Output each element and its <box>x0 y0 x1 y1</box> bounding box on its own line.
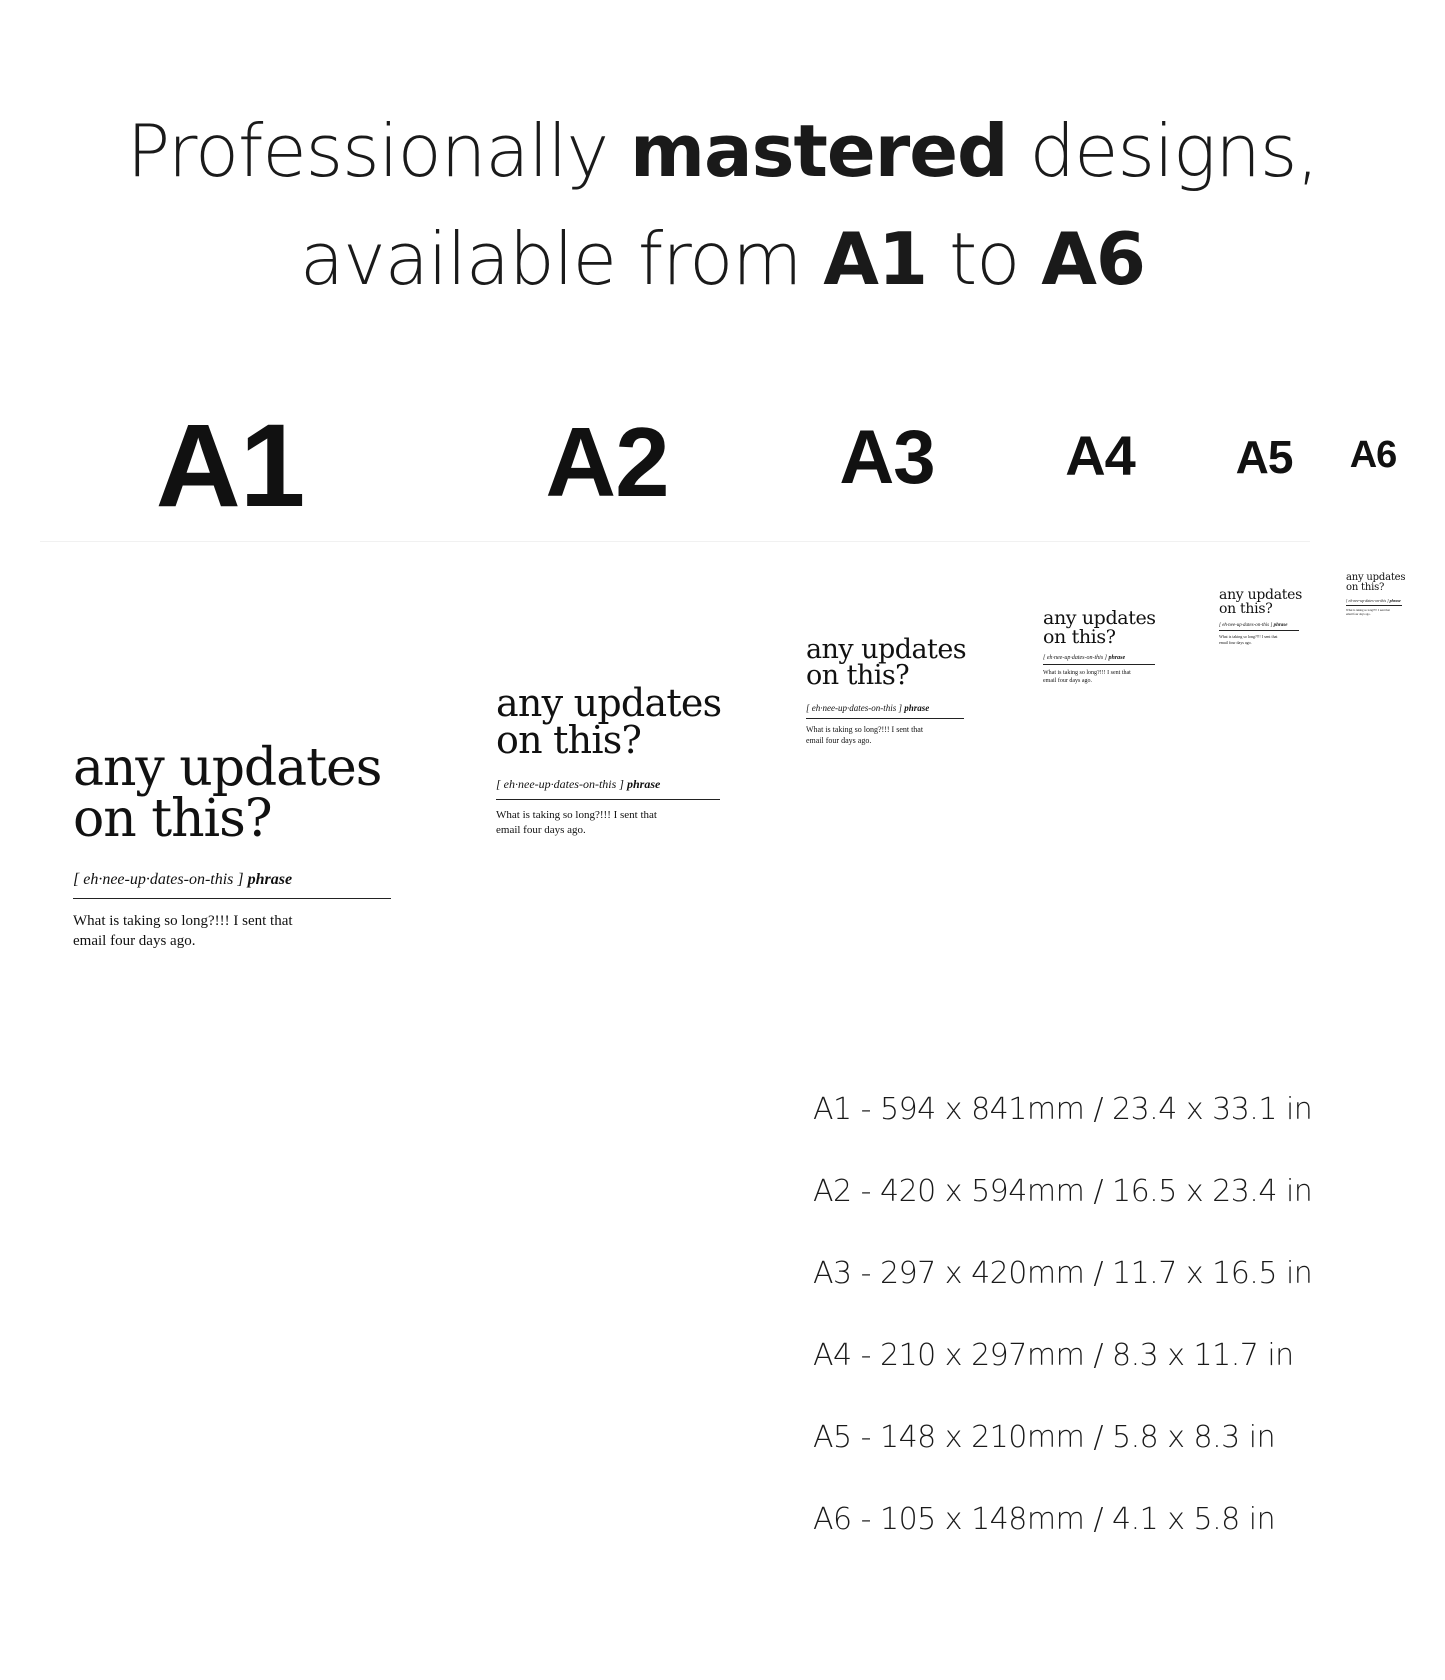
poster-title-line: on this? <box>1043 625 1116 648</box>
poster-rule <box>73 898 391 899</box>
headline-bold: mastered <box>629 109 1008 193</box>
size-spec-a2: A2 - 420 x 594mm / 16.5 x 23.4 in <box>813 1174 1313 1209</box>
poster-title-line: any updates <box>496 681 722 725</box>
headline-text: designs, <box>1007 109 1319 193</box>
poster-description <box>73 911 391 951</box>
poster-pronunciation <box>1346 598 1405 603</box>
part-of-speech: phrase <box>1389 597 1401 603</box>
pronunciation-text: [ eh·nee-up·dates-on-this ] <box>1346 597 1389 603</box>
part-of-speech: phrase <box>247 870 293 888</box>
size-spec-a4: A4 - 210 x 297mm / 8.3 x 11.7 in <box>813 1338 1294 1373</box>
poster-pronunciation <box>496 777 721 792</box>
poster-description-line: email four days ago. <box>496 824 586 837</box>
poster-preview-a5 <box>1219 589 1302 646</box>
poster-description-line: What is taking so long?!!! I sent that <box>496 809 657 822</box>
poster-rule <box>806 718 964 719</box>
headline-bold: A6 <box>1041 217 1146 301</box>
poster-rule <box>1043 664 1155 665</box>
poster-title-line: any updates <box>806 634 967 665</box>
size-spec-a3: A3 - 297 x 420mm / 11.7 x 16.5 in <box>813 1256 1313 1291</box>
pronunciation-text: [ eh·nee-up·dates-on-this ] <box>1219 623 1273 629</box>
poster-description-line: What is taking so long?!!! I sent that <box>1346 607 1390 612</box>
headline-text: available from <box>299 217 824 301</box>
poster-description-line: email four days ago. <box>806 735 872 745</box>
poster-description <box>1043 669 1156 685</box>
poster-title-line: any updates <box>1043 607 1156 629</box>
poster-title <box>806 634 967 692</box>
pronunciation-text: [ eh·nee-up·dates-on-this ] <box>806 702 902 713</box>
poster-title <box>1043 609 1156 646</box>
poster-title-line: any updates <box>1219 587 1303 603</box>
poster-title-line: any updates <box>73 738 382 798</box>
size-label-a2: A2 <box>545 407 669 517</box>
size-label-a4: A4 <box>1065 424 1135 487</box>
poster-title <box>73 738 391 849</box>
poster-title-line: on this? <box>1219 600 1273 617</box>
poster-description <box>496 808 721 838</box>
part-of-speech: phrase <box>626 777 661 792</box>
poster-rule <box>1346 605 1402 606</box>
size-label-a6: A6 <box>1349 434 1397 476</box>
poster-description-line: What is taking so long?!!! I sent that <box>806 724 924 734</box>
pronunciation-text: [ eh·nee-up·dates-on-this ] <box>496 777 624 792</box>
poster-title-line: any updates <box>1346 572 1406 583</box>
poster-title-line: on this? <box>496 718 642 763</box>
poster-description-line: What is taking so long?!!! I sent that <box>1219 634 1278 640</box>
poster-description <box>1219 634 1302 646</box>
poster-preview-a1 <box>73 738 391 951</box>
poster-title <box>496 681 722 763</box>
poster-title-line: on this? <box>1346 581 1385 593</box>
pronunciation-text: [ eh·nee-up·dates-on-this ] <box>73 870 244 888</box>
size-label-a5: A5 <box>1235 431 1293 483</box>
size-spec-a5: A5 - 148 x 210mm / 5.8 x 8.3 in <box>813 1420 1276 1455</box>
poster-description <box>806 724 966 746</box>
headline-line-2 <box>0 205 1445 313</box>
poster-preview-a2 <box>496 681 722 838</box>
poster-description-line: email four days ago. <box>73 932 196 949</box>
part-of-speech: phrase <box>1273 623 1288 629</box>
poster-rule <box>1219 630 1299 631</box>
poster-pronunciation <box>1043 655 1156 661</box>
pronunciation-text: [ eh·nee-up·dates-on-this ] <box>1043 655 1107 662</box>
poster-description-line: email four days ago. <box>1219 640 1252 646</box>
poster-preview-a4 <box>1043 609 1156 685</box>
part-of-speech: phrase <box>904 702 930 713</box>
headline-text: to <box>927 217 1042 301</box>
poster-title <box>1219 589 1302 616</box>
size-spec-list <box>813 1090 1312 1582</box>
headline-text: Professionally <box>126 109 630 193</box>
poster-description-line: email four days ago. <box>1346 611 1371 616</box>
headline <box>0 97 1445 313</box>
poster-description <box>1346 608 1405 616</box>
poster-title-line: on this? <box>73 788 272 849</box>
poster-title-line: on this? <box>806 660 910 692</box>
divider <box>40 541 1310 542</box>
size-spec-a6: A6 - 105 x 148mm / 4.1 x 5.8 in <box>813 1502 1276 1537</box>
poster-preview-a3 <box>806 634 967 746</box>
headline-bold: A1 <box>823 217 928 301</box>
part-of-speech: phrase <box>1108 655 1126 662</box>
poster-pronunciation <box>73 871 391 889</box>
poster-description-line: What is taking so long?!!! I sent that <box>1043 670 1131 677</box>
poster-pronunciation <box>806 703 966 713</box>
poster-description-line: What is taking so long?!!! I sent that <box>73 912 293 929</box>
size-spec-a1: A1 - 594 x 841mm / 23.4 x 33.1 in <box>813 1092 1313 1127</box>
poster-title <box>1346 573 1405 593</box>
poster-pronunciation <box>1219 623 1302 628</box>
headline-line-1 <box>0 97 1445 205</box>
poster-rule <box>496 799 720 800</box>
poster-description-line: email four days ago. <box>1043 678 1092 685</box>
size-label-a3: A3 <box>839 415 935 500</box>
poster-preview-a6 <box>1346 573 1405 616</box>
size-label-a1: A1 <box>155 400 305 532</box>
